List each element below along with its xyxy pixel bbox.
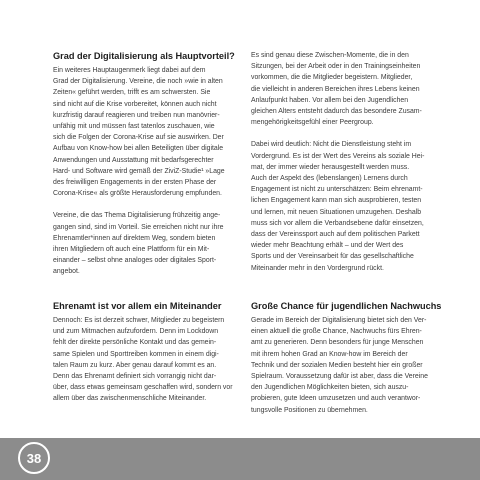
body-paragraph: Es sind genau diese Zwischen-Momente, die in den Sitzungen, bei der Arbeit oder in den Trainingseinheiten vorkommen, die die Mitglieder begeistern. Mitglieder, die vielleicht in anderen Bereichen ihres Lebens keinen Anlaufpunkt haben. Vor allem bei den Jugendlichen gleichen Alters entsteht dadurch das besondere Zusam- mengehörigkeitsgefühl einer Peergroup.	[251, 52, 422, 127]
section-zwischenmomente	[251, 50, 449, 274]
section-ehrenamt	[53, 300, 251, 405]
body-paragraph: Ein weiteres Hauptaugenmerk liegt dabei auf dem Grad der Digitalisierung. Vereine, die noch »wie in alten Zeiten« geführt werden, trifft es am schwersten. Sie sind nicht auf die Krise vorbereitet, können auch nicht kurzfristig darauf reagieren und treiben nun manövrier- unfähig mit und müssen fast tatenlos zuschauen, wie sich die Folgen der Corona-Krise auf sie auswirken. Der Aufbau von Know-how bei allen Beteiligten über digitale Anwendungen und Ausstattung mit bedarfsgerechter Hard- und Software wird gemäß der ZiviZ-Studie¹ »Lage des freiwilligen Engagements in der ersten Phase der Corona-Krise« als größte Herausforderung empfunden.	[53, 67, 225, 198]
section-nachwuchs	[251, 300, 449, 416]
footer-bar	[0, 438, 480, 480]
section-heading: Ehrenamt ist vor allem ein Miteinander	[53, 301, 222, 311]
body-paragraph: Vereine, die das Thema Digitalisierung frühzeitig ange- gangen sind, sind im Vorteil. Sie erreichen nicht nur ihre Ehrenamtler*innen auf direktem Weg, sondern bieten ihren Mitgliedern oft auch eine Plattform für ein Mit- einander – selbst ohne analoges oder digitales Sport- angebot.	[53, 212, 224, 276]
body-paragraph: Gerade im Bereich der Digitalisierung bietet sich den Ver- einen aktuell die große Chance, Nachwuchs fürs Ehren- amt zu generieren. Denn besonders für junge Menschen mit ihrem hohen Grad an Know-how im Bereich der Technik und der sozialen Medien besteht hier ein großer Spielraum. Voraussetzung dafür ist aber, dass die Vereine den Jugendlichen Möglichkeiten bieten, sich auszu- probieren, gute Ideen umzusetzen und auch verantwor- tungsvolle Positionen zu übernehmen.	[251, 317, 428, 414]
page-number: 38	[26, 450, 42, 466]
body-paragraph: Dabei wird deutlich: Nicht die Dienstleistung steht im Vordergrund. Es ist der Wert des Vereins als soziale Hei- mat, der immer wieder herausgestellt werden muss. Auch der Aspekt des (lebenslangen) Lernens durch Engagement ist nicht zu unterschätzen: Beim ehrenamt- lichen Engagement kann man sich ausprobieren, testen und lernen, mit neuen Situationen umzugehen. Deshalb muss sich vor allem die Verbandsebene dafür einsetzen, dass der Vereinssport auch auf dem politischen Parkett wieder mehr Beachtung erhält – und der Wert des Sports und der Vereinsarbeit für das gesellschaftliche Miteinander mehr in den Vordergrund rückt.	[251, 141, 425, 272]
page-number-badge	[18, 442, 50, 474]
body-paragraph: Dennoch: Es ist derzeit schwer, Mitglieder zu begeistern und zum Mitmachen aufzufordern. Denn im Lockdown fehlt der direkte persönliche Kontakt und das gemein- same Spielen und Sporttreiben kommen in einem digi- talen Raum zu kurz. Aber genau darauf kommt es an. Denn das Ehrenamt definiert sich vorrangig nicht dar- über, dass etwas gemeinsam geschaffen wird, sondern vor allem über das zwischenmenschliche Miteinander.	[53, 317, 233, 403]
section-heading: Große Chance für jugendlichen Nachwuchs	[251, 301, 442, 311]
section-heading: Grad der Digitalisierung als Hauptvorteil?	[53, 51, 235, 61]
section-digitalisierung	[53, 50, 251, 278]
